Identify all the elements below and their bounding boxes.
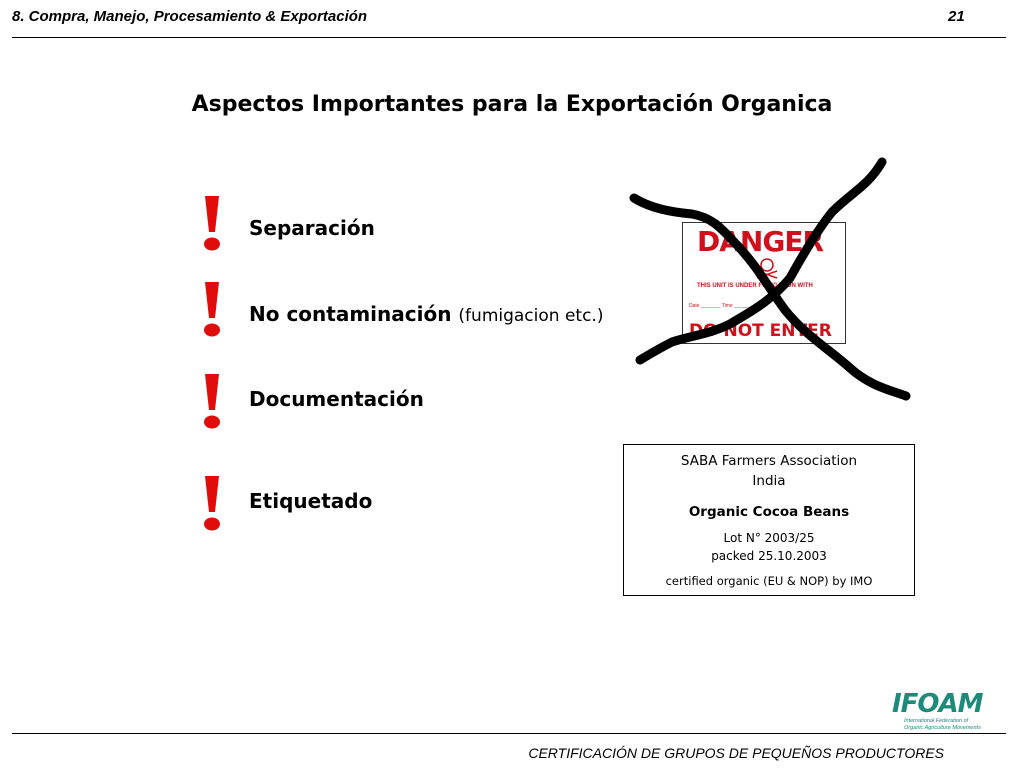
- page-number: 21: [948, 8, 965, 25]
- footer-divider: [12, 733, 1006, 734]
- label-certification: certified organic (EU & NOP) by IMO: [665, 574, 873, 588]
- danger-line2: Date _______ Time _______: [689, 303, 754, 309]
- slide-title: Aspectos Importantes para la Exportación Organica: [191, 92, 833, 117]
- exclamation-icon: [198, 282, 226, 342]
- logo-wordmark: IFOAM: [892, 689, 983, 719]
- bullet-extra: (fumigacion etc.): [458, 306, 604, 326]
- label-association: SABA Farmers Association: [680, 453, 858, 469]
- label-product: Organic Cocoa Beans: [688, 504, 850, 520]
- bullet-separacion: Separación: [249, 216, 375, 240]
- product-label: [623, 444, 915, 596]
- exclamation-icon: [198, 196, 226, 256]
- logo-subtitle1: International Federation of: [904, 718, 969, 724]
- danger-footer: DO NOT ENTER: [689, 321, 832, 341]
- danger-line1: THIS UNIT IS UNDER FUMIGATION WITH: [697, 283, 813, 289]
- ifoam-logo: [892, 690, 992, 732]
- label-lot: Lot N° 2003/25: [723, 531, 815, 545]
- bullet-no-contaminacion: No contaminación (fumigacion etc.): [249, 302, 604, 326]
- section-title: 8. Compra, Manejo, Procesamiento & Exportación: [12, 8, 368, 25]
- header-divider: [12, 37, 1006, 38]
- exclamation-icon: [198, 476, 226, 536]
- bullet-etiquetado: Etiquetado: [249, 489, 373, 513]
- bullet-documentacion: Documentación: [249, 387, 424, 411]
- exclamation-icon: [198, 374, 226, 434]
- label-packed: packed 25.10.2003: [711, 549, 827, 563]
- danger-heading: DANGER: [697, 225, 824, 258]
- label-country: India: [752, 473, 786, 489]
- footer-text: CERTIFICACIÓN DE GRUPOS DE PEQUEÑOS PRODUCTORES: [528, 745, 944, 761]
- cross-out-mark: [620, 150, 920, 410]
- logo-subtitle2: Organic Agriculture Movements: [904, 725, 981, 731]
